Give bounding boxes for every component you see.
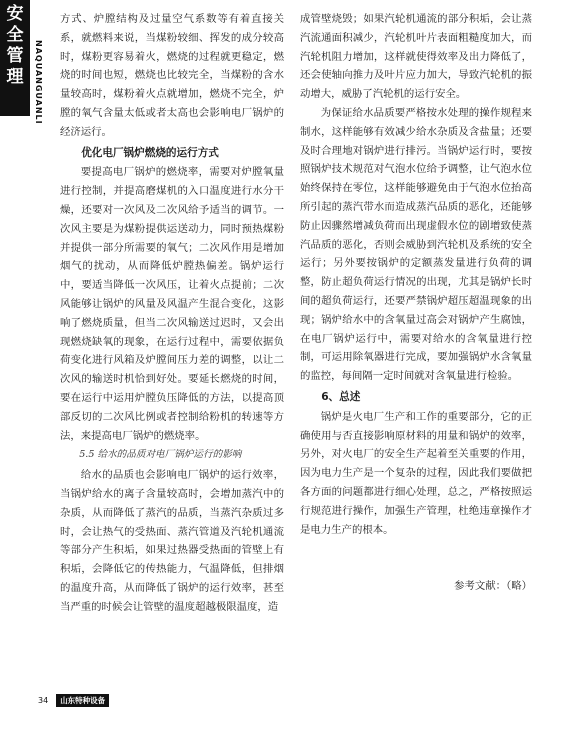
references-note: 参考文献：（略） <box>454 580 532 593</box>
paragraph: 为保证给水品质要严格按水处理的操作规程来制水，这样能够有效减少给水杂质及含盐量；还要及时合理地对锅炉进行排污。当锅炉运行时，要按照锅炉技术规范对气泡水位给予调整，让气泡水位始终保持在零位，这样能够避免由于气泡水位抬高所引起的蒸汽带水而造成蒸汽品质的恶化，还能够防止因骤然增减负荷而出现虚假水位的剧增致使蒸汽品质的恶化，否则会威胁到汽轮机及系统的安全运行；另外要按锅炉的定额蒸发量进行负荷的调整，防止超负荷运行情况的出现，尤其是锅炉长时间的超负荷运行，还要严禁锅炉超压超温现象的出现；锅炉给水中的含氧量过高会对锅炉产生腐蚀，在电厂锅炉运行中，需要对给水的含氧量进行控制，可运用除氧器进行完成，要加强锅炉水含氧量的监控，每间隔一定时间就对含氧量进行检验。 <box>300 106 532 383</box>
right-column <box>300 10 532 596</box>
section-heading: 6、总述 <box>321 390 361 403</box>
paragraph: 要提高电厂锅炉的燃烧率，需要对炉膛氧量进行控制，并提高磨煤机的入口温度进行水分干燥，还要对一次风及二次风给予适当的调节。一次风主要是为煤粉提供运送动力，同时预热煤粉并提供一部分所需要的氧气；二次风作用是增加烟气的扰动，从而降低炉膛热偏差。锅炉运行中，要适当降低一次风压，让着火点提前；二次风能够让锅炉的风量及风温产生混合变化，这影响了燃烧质量，但当二次风输送过迟时，又会出现燃烧缺氧的现象，在运行过程中，需要依据负荷变化进行风箱及炉膛间压力差的调整，以让二次风的输送时机恰到好处。要延长燃烧的时间，要在运行中运用炉膛负压降低的方法，以提高顶部反切的二次风比例或者控制给粉机的转速等方法，来提高电厂锅炉的燃烧率。 <box>60 166 284 442</box>
page-number: 34 <box>38 695 49 705</box>
section-heading: 优化电厂锅炉燃烧的运行方式 <box>81 146 219 159</box>
section-pinyin: NAQUANGUANLI <box>34 40 43 125</box>
section-title-char: 全 <box>6 25 24 45</box>
section-title-char: 安 <box>6 4 24 24</box>
paragraph: 成管壁烧毁；如果汽轮机通流的部分积垢，会让蒸汽流通面积减少，汽轮机叶片表面粗糙度加大，而汽轮机阻力增加，这样就使得效率及出力降低了，还会使轴向推力及叶片应力加大，导致汽轮机的振动增大，威胁了汽轮机的运行安全。 <box>300 13 532 101</box>
paragraph: 锅炉是火电厂生产和工作的重要部分，它的正确使用与否直接影响原材料的用量和锅炉的效率，另外，对火电厂的安全生产起着至关重要的作用，因为电力生产是一个复杂的过程，因此我们要做把各方面的问题都进行细心处理，总之，严格按照运行规范进行操作，加强生产管理，杜绝违章操作才是电力生产的根本。 <box>300 410 532 536</box>
paragraph: 方式、炉膛结构及过量空气系数等有着直接关系，就燃料来说，当煤粉较细、挥发的成分较高时，煤粉更容易着火，燃烧的过程就更稳定，燃烧的时间也短，燃烧也比较完全，当煤粉的含水量较高时，煤粉着火点就增加，燃烧不完全，炉膛的氧气含量太低或者太高也会影响电厂锅炉的经济运行。 <box>60 13 284 138</box>
subsection-heading: 5.5 给水的品质对电厂锅炉运行的影响 <box>79 449 242 461</box>
section-tab <box>0 0 30 116</box>
journal-name: 山东特种设备 <box>56 694 109 707</box>
page-footer <box>38 693 109 707</box>
left-column <box>60 10 284 617</box>
section-title-char: 理 <box>6 67 24 87</box>
section-title-char: 管 <box>6 46 24 66</box>
paragraph: 给水的品质也会影响电厂锅炉的运行效率，当锅炉给水的离子含量较高时，会增加蒸汽中的杂质，从而降低了蒸汽的品质，当蒸汽杂质过多时，会让热气的受热面、蒸汽管道及汽轮机通流等部分产生积垢，如果过热器受热面的管壁上有积垢，会降低它的传热能力，气温降低，但排烟的温度升高，从而降低了锅炉的运行效率，甚至当严重的时候会让管壁的温度超越极限温度，造 <box>60 469 284 613</box>
